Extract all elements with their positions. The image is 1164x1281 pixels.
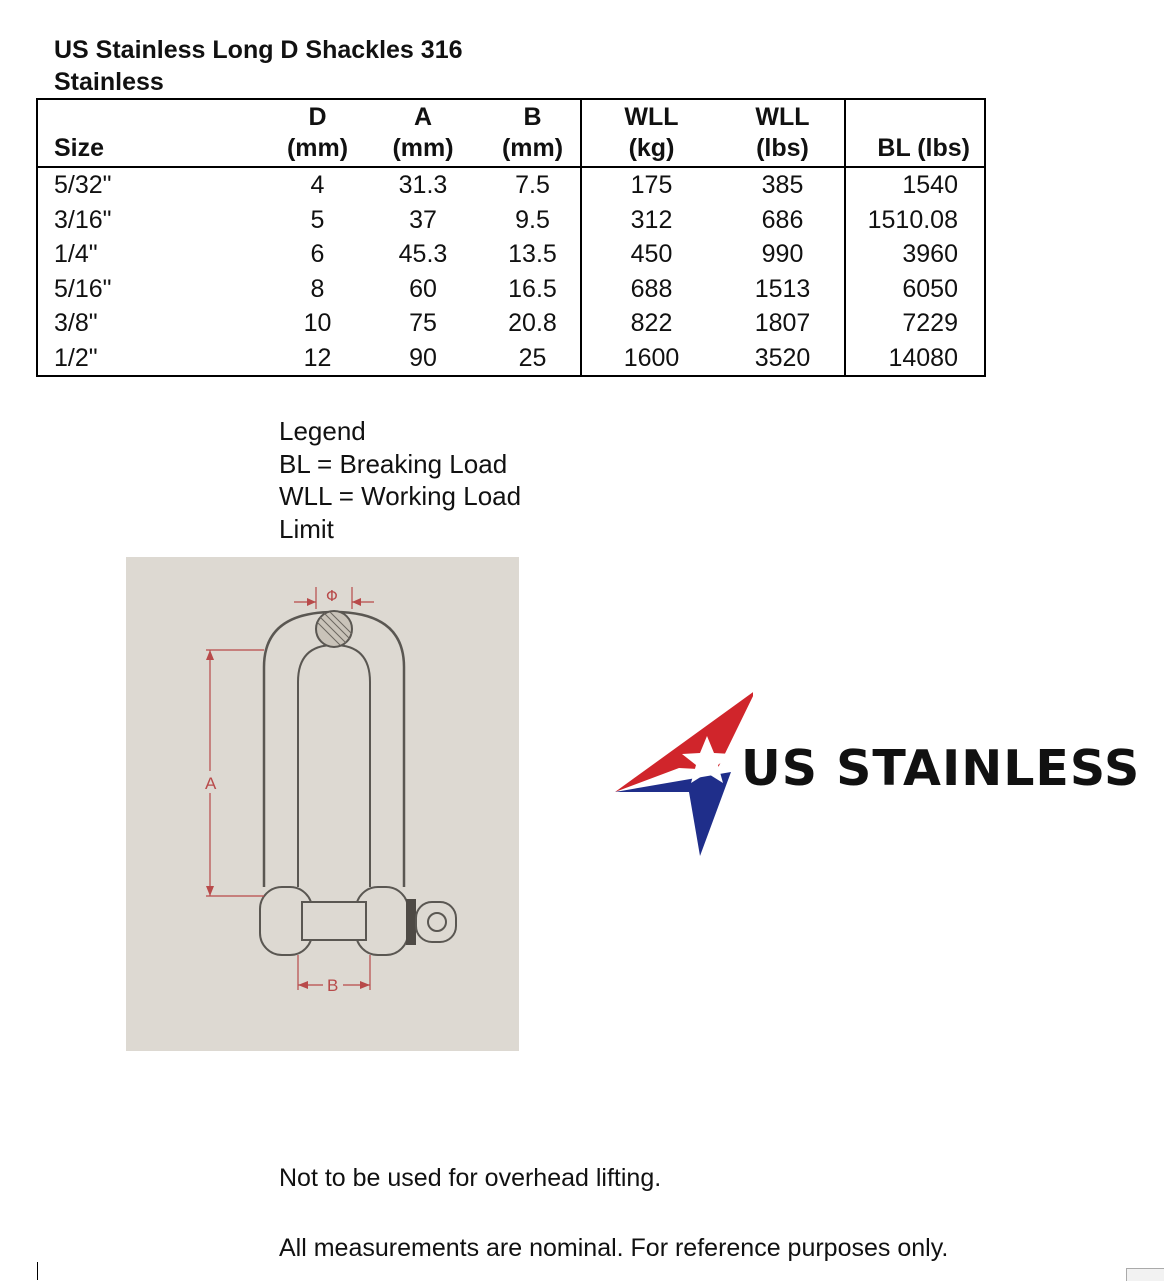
cell-a: 60	[409, 274, 437, 303]
cell-wll-kg: 1600	[581, 341, 721, 377]
cell-wll-lbs: 385	[761, 171, 804, 199]
logo-text: US STAINLESS	[741, 740, 1141, 797]
table-row	[37, 167, 985, 203]
dimension-phi-label: Φ	[326, 587, 338, 605]
cell-a: 90	[409, 343, 437, 372]
cell-size: 1/4"	[54, 240, 98, 268]
note-nominal-measurements: All measurements are nominal. For reference purposes only.	[279, 1234, 949, 1262]
table-row	[37, 237, 985, 272]
text-cursor	[37, 1262, 38, 1280]
table-row	[37, 272, 985, 307]
cell-wll-lbs: 3520	[754, 343, 811, 372]
document-title	[54, 34, 524, 98]
cell-size: 5/16"	[54, 274, 112, 303]
header-wll-lbs: WLL (lbs)	[721, 99, 845, 167]
cell-bl: 1510.08	[845, 203, 985, 238]
cell-size: 5/32"	[54, 171, 112, 199]
cell-wll-lbs: 990	[761, 240, 804, 268]
table-row	[37, 203, 985, 238]
dimension-a-label: A	[205, 774, 217, 793]
header-b: B (mm)	[485, 99, 581, 167]
star-icon	[613, 688, 753, 858]
logo-red-wing	[615, 690, 753, 792]
cell-bl: 1540	[845, 167, 985, 203]
cell-b: 16.5	[508, 274, 557, 303]
shackle-outer-outline	[264, 612, 404, 887]
title-line-1: US Stainless Long D Shackles 316	[54, 36, 463, 64]
cell-wll-kg: 688	[581, 272, 721, 307]
cell-wll-kg: 822	[581, 306, 721, 341]
cell-bl: 14080	[845, 341, 985, 377]
title-line-2: Stainless	[54, 68, 164, 96]
cell-size: 1/2"	[54, 343, 98, 372]
dimension-b-label: B	[327, 976, 339, 995]
legend	[279, 415, 579, 545]
legend-wll: WLL = Working Load	[279, 481, 522, 511]
pin-shaft	[302, 902, 366, 940]
table-header-row	[37, 99, 985, 167]
cell-d: 8	[310, 274, 325, 303]
legend-bl: BL = Breaking Load	[279, 448, 508, 479]
cell-a: 45.3	[398, 240, 448, 268]
cell-d: 6	[310, 240, 325, 268]
shackle-diagram	[126, 557, 519, 1051]
header-size: Size	[37, 99, 274, 167]
cell-b: 13.5	[508, 240, 557, 268]
corner-handle	[1126, 1268, 1164, 1281]
cell-b: 7.5	[515, 171, 550, 199]
note-overhead-lifting: Not to be used for overhead lifting.	[279, 1164, 662, 1192]
spec-table	[36, 98, 986, 377]
cell-size: 3/16"	[54, 205, 112, 234]
pin-nut	[406, 899, 416, 945]
cell-a: 31.3	[398, 171, 448, 199]
cell-b: 20.8	[508, 309, 557, 337]
cell-wll-lbs: 1807	[754, 309, 811, 337]
cell-b: 9.5	[515, 205, 550, 234]
legend-heading: Legend	[279, 416, 366, 446]
header-a: A (mm)	[361, 99, 485, 167]
header-wll-kg: WLL (kg)	[581, 99, 721, 167]
cell-wll-kg: 450	[581, 237, 721, 272]
legend-wll-cont: Limit	[279, 513, 334, 544]
cell-d: 4	[310, 171, 325, 199]
shackle-inner-outline	[298, 645, 370, 887]
pin-head	[416, 902, 456, 942]
cell-wll-kg: 175	[581, 167, 721, 203]
cell-d: 5	[310, 205, 325, 234]
table-row	[37, 341, 985, 377]
header-bl: BL (lbs)	[845, 99, 985, 167]
cell-d: 12	[303, 343, 332, 372]
table-row	[37, 306, 985, 341]
cell-bl: 6050	[845, 272, 985, 307]
cell-a: 75	[409, 309, 437, 337]
cell-b: 25	[518, 343, 547, 372]
header-d: D (mm)	[274, 99, 361, 167]
cell-bl: 3960	[845, 237, 985, 272]
cell-wll-lbs: 686	[761, 205, 804, 234]
shackle-drawing	[126, 557, 519, 1051]
cell-a: 37	[409, 205, 437, 234]
cell-size: 3/8"	[54, 309, 98, 337]
cell-d: 10	[303, 309, 332, 337]
us-stainless-logo	[613, 688, 1141, 858]
cell-wll-kg: 312	[581, 203, 721, 238]
cell-wll-lbs: 1513	[754, 274, 811, 303]
cell-bl: 7229	[845, 306, 985, 341]
